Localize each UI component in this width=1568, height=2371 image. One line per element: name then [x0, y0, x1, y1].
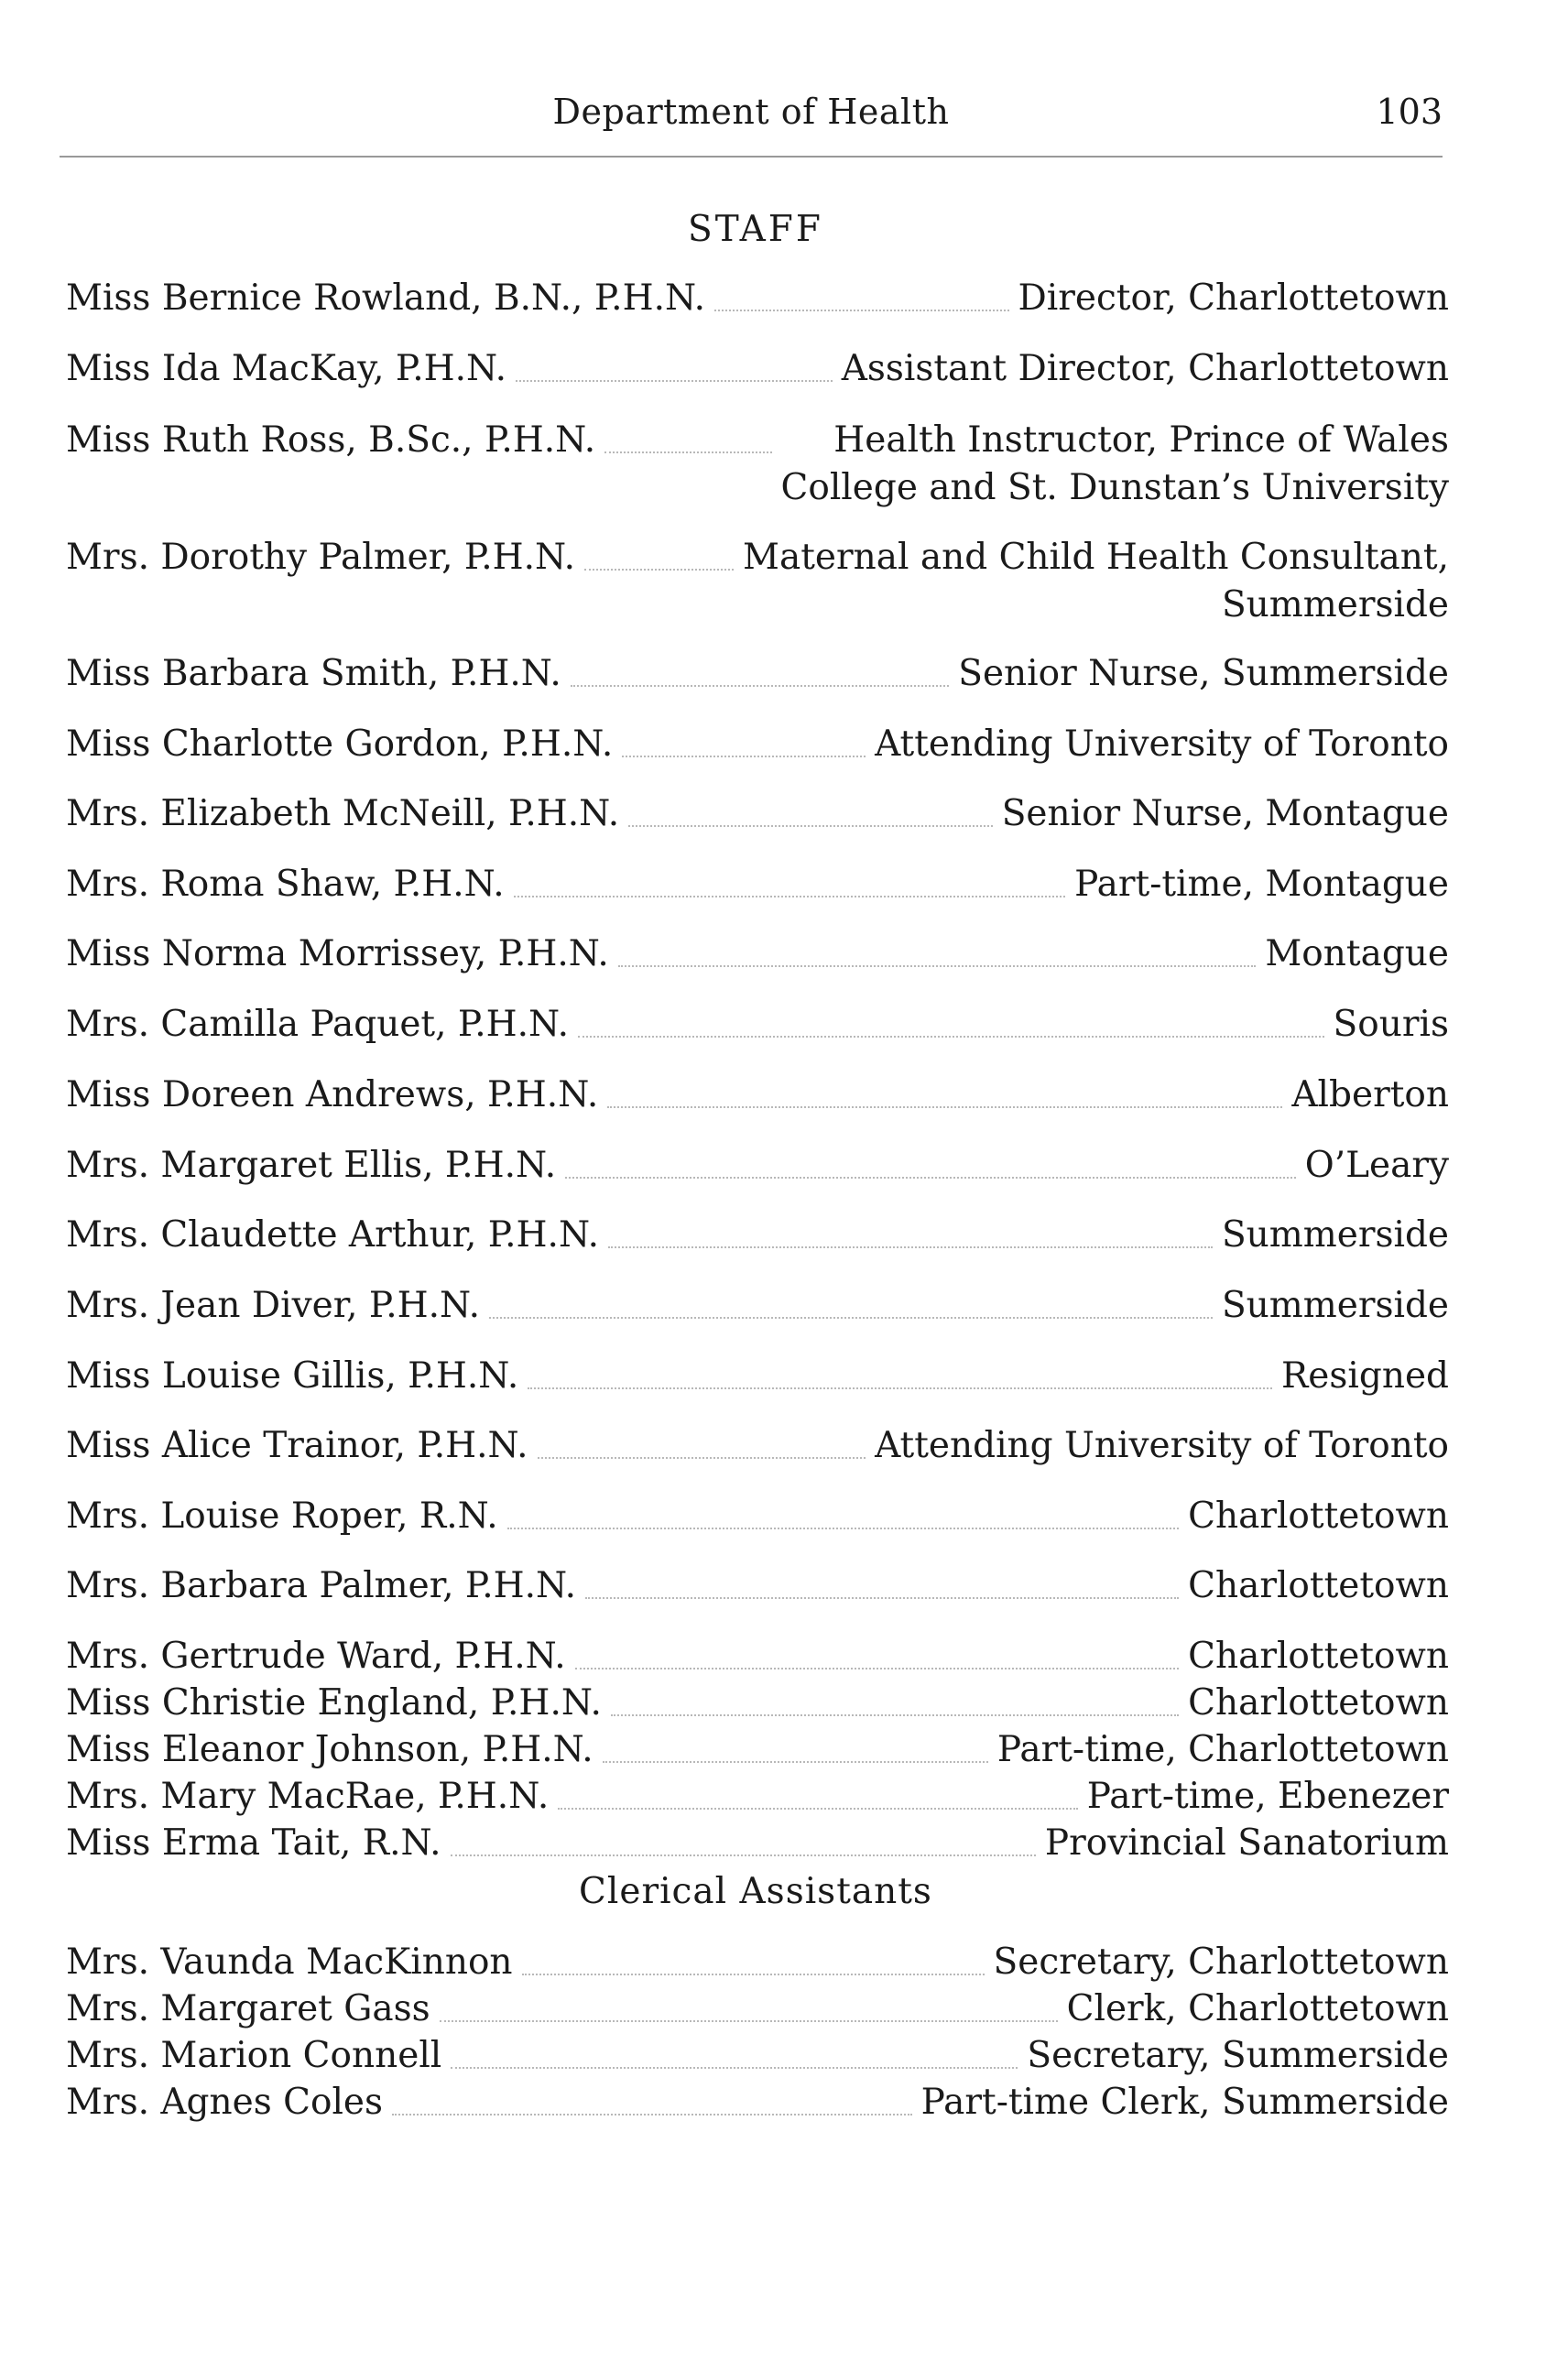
clerical-name: Mrs. Vaunda MacKinnon [66, 1941, 513, 1983]
staff-name: Mrs. Roma Shaw, P.H.N. [66, 864, 505, 905]
staff-position [1291, 1071, 1449, 1119]
staff-entry [66, 1282, 1449, 1330]
staff-name: Miss Christie England, P.H.N. [66, 1682, 602, 1724]
staff-position [1281, 1353, 1449, 1400]
clerical-name: Mrs. Agnes Coles [66, 2082, 384, 2123]
staff-entry [66, 417, 1449, 512]
dot-leader [440, 1985, 1058, 2022]
staff-position [1018, 275, 1450, 322]
staff-name: Mrs. Louise Roper, R.N. [66, 1495, 498, 1537]
position-line: Resigned [1280, 1355, 1449, 1397]
position-line: Provincial Sanatorium [1044, 1822, 1449, 1864]
staff-position [1334, 1001, 1449, 1049]
position-line: Charlottetown [1188, 1495, 1449, 1537]
running-header [60, 92, 1443, 147]
header-rule [60, 156, 1443, 158]
staff-entry [66, 930, 1449, 978]
staff-name: Miss Charlotte Gordon, P.H.N. [66, 723, 614, 765]
position-line: Montague [1265, 933, 1449, 974]
dot-leader [714, 275, 1008, 311]
staff-entry [66, 1001, 1449, 1049]
staff-position [842, 345, 1449, 393]
dot-leader [618, 930, 1257, 967]
dot-leader [571, 650, 949, 687]
staff-entry [66, 650, 1449, 698]
staff-name: Miss Ruth Ross, B.Sc., P.H.N. [66, 419, 596, 461]
position-line: Summerside [1221, 1285, 1449, 1326]
dot-leader [538, 1422, 866, 1459]
dot-leader [604, 417, 771, 453]
staff-position [1045, 1820, 1449, 1867]
dot-leader [558, 1773, 1078, 1810]
clerical-position [1027, 2032, 1449, 2080]
dot-leader [528, 1353, 1272, 1389]
position-line: Part-time, Ebenezer [1086, 1776, 1449, 1817]
staff-position [1188, 1633, 1449, 1680]
staff-name: Mrs. Claudette Arthur, P.H.N. [66, 1214, 599, 1256]
staff-entry [66, 1212, 1449, 1259]
dot-leader [575, 1633, 1179, 1669]
position-line: Director, Charlottetown [1018, 277, 1449, 319]
position-line: Part-time Clerk, Summerside [920, 2082, 1449, 2123]
dot-leader [628, 790, 992, 827]
staff-position [875, 721, 1449, 768]
staff-entry [66, 1680, 1449, 1727]
staff-position [1188, 1680, 1449, 1727]
staff-name: Mrs. Gertrude Ward, P.H.N. [66, 1636, 566, 1677]
staff-position [875, 1422, 1449, 1470]
dot-leader [489, 1282, 1213, 1319]
position-line: Part-time, Charlottetown [996, 1729, 1449, 1770]
header-title: Department of Health [552, 92, 950, 132]
position-line: Clerk, Charlottetown [1066, 1988, 1449, 2029]
dot-leader [585, 1562, 1179, 1599]
clerical-heading: Clerical Assistants [579, 1871, 932, 1912]
staff-entry [66, 1142, 1449, 1190]
staff-name: Miss Bernice Rowland, B.N., P.H.N. [66, 277, 706, 319]
position-line: Part-time, Montague [1074, 864, 1449, 905]
position-line: Summerside [1221, 584, 1449, 625]
dot-leader [451, 2032, 1018, 2069]
staff-entry [66, 721, 1449, 768]
dot-leader [514, 861, 1065, 897]
staff-position [1222, 1212, 1449, 1259]
position-line: Charlottetown [1188, 1636, 1449, 1677]
dot-leader [622, 721, 866, 757]
staff-entry [66, 861, 1449, 908]
staff-name: Miss Erma Tait, R.N. [66, 1822, 441, 1864]
staff-name: Mrs. Margaret Ellis, P.H.N. [66, 1145, 557, 1186]
staff-name: Miss Alice Trainor, P.H.N. [66, 1425, 528, 1466]
position-line: Secretary, Summerside [1027, 2035, 1449, 2076]
staff-entry [66, 1820, 1449, 1867]
staff-name: Miss Doreen Andrews, P.H.N. [66, 1074, 599, 1115]
dot-leader [578, 1001, 1323, 1038]
position-line: Health Instructor, Prince of Wales [833, 419, 1449, 461]
dot-leader [507, 1493, 1179, 1529]
clerical-entry [66, 2032, 1449, 2080]
staff-entry [66, 1353, 1449, 1400]
dot-leader [451, 1820, 1036, 1856]
dot-leader [392, 2079, 912, 2115]
staff-position [1074, 861, 1449, 908]
clerical-position [994, 1939, 1449, 1986]
staff-position [1188, 1493, 1449, 1540]
position-line: College and St. Dunstan’s University [780, 467, 1449, 508]
staff-name: Miss Louise Gillis, P.H.N. [66, 1355, 519, 1397]
dot-leader [603, 1726, 988, 1763]
dot-leader [608, 1212, 1213, 1248]
staff-name: Mrs. Elizabeth McNeill, P.H.N. [66, 793, 620, 834]
dot-leader [607, 1071, 1282, 1108]
position-line: Summerside [1221, 1214, 1449, 1256]
position-line: Attending University of Toronto [875, 1425, 1449, 1466]
staff-position [781, 417, 1449, 512]
position-line: Alberton [1291, 1074, 1449, 1115]
clerical-position [921, 2079, 1449, 2126]
staff-name: Mrs. Jean Diver, P.H.N. [66, 1285, 481, 1326]
position-line: Souris [1333, 1004, 1449, 1045]
staff-position [1188, 1562, 1449, 1610]
page-number: 103 [1376, 92, 1443, 132]
dot-leader [565, 1142, 1296, 1179]
staff-name: Miss Ida MacKay, P.H.N. [66, 348, 507, 389]
position-line: O’Leary [1304, 1145, 1449, 1186]
staff-position [997, 1726, 1449, 1774]
staff-entry [66, 1726, 1449, 1774]
position-line: Charlottetown [1188, 1682, 1449, 1724]
clerical-entry [66, 2079, 1449, 2126]
staff-name: Miss Norma Morrissey, P.H.N. [66, 933, 609, 974]
staff-name: Mrs. Camilla Paquet, P.H.N. [66, 1004, 570, 1045]
position-line: Secretary, Charlottetown [993, 1941, 1449, 1983]
position-line: Maternal and Child Health Consultant, [743, 537, 1449, 578]
clerical-entry [66, 1939, 1449, 1986]
staff-position [1265, 930, 1449, 978]
staff-entry [66, 1633, 1449, 1680]
clerical-name: Mrs. Marion Connell [66, 2035, 442, 2076]
staff-entry [66, 1562, 1449, 1610]
dot-leader [516, 345, 833, 382]
staff-position [743, 534, 1449, 629]
clerical-position [1067, 1985, 1449, 2033]
staff-name: Mrs. Mary MacRae, P.H.N. [66, 1776, 550, 1817]
position-line: Senior Nurse, Summerside [958, 653, 1449, 694]
staff-position [1087, 1773, 1449, 1821]
staff-entry [66, 534, 1449, 629]
staff-entry [66, 345, 1449, 393]
staff-position [1305, 1142, 1449, 1190]
staff-position [1222, 1282, 1449, 1330]
position-line: Assistant Director, Charlottetown [841, 348, 1449, 389]
staff-entry [66, 275, 1449, 322]
dot-leader [611, 1680, 1179, 1716]
staff-name: Mrs. Dorothy Palmer, P.H.N. [66, 537, 576, 578]
staff-entry [66, 1071, 1449, 1119]
position-line: Charlottetown [1188, 1565, 1449, 1606]
staff-entry [66, 1422, 1449, 1470]
staff-entry [66, 1773, 1449, 1821]
dot-leader [522, 1939, 985, 1975]
staff-heading: STAFF [688, 209, 823, 250]
staff-entry [66, 1493, 1449, 1540]
staff-position [958, 650, 1449, 698]
clerical-name: Mrs. Margaret Gass [66, 1988, 430, 2029]
staff-name: Miss Barbara Smith, P.H.N. [66, 653, 561, 694]
staff-name: Miss Eleanor Johnson, P.H.N. [66, 1729, 593, 1770]
position-line: Senior Nurse, Montague [1001, 793, 1449, 834]
clerical-entry [66, 1985, 1449, 2033]
staff-entry [66, 790, 1449, 838]
staff-name: Mrs. Barbara Palmer, P.H.N. [66, 1565, 577, 1606]
dot-leader [584, 534, 734, 571]
position-line: Attending University of Toronto [875, 723, 1449, 765]
staff-position [1002, 790, 1449, 838]
